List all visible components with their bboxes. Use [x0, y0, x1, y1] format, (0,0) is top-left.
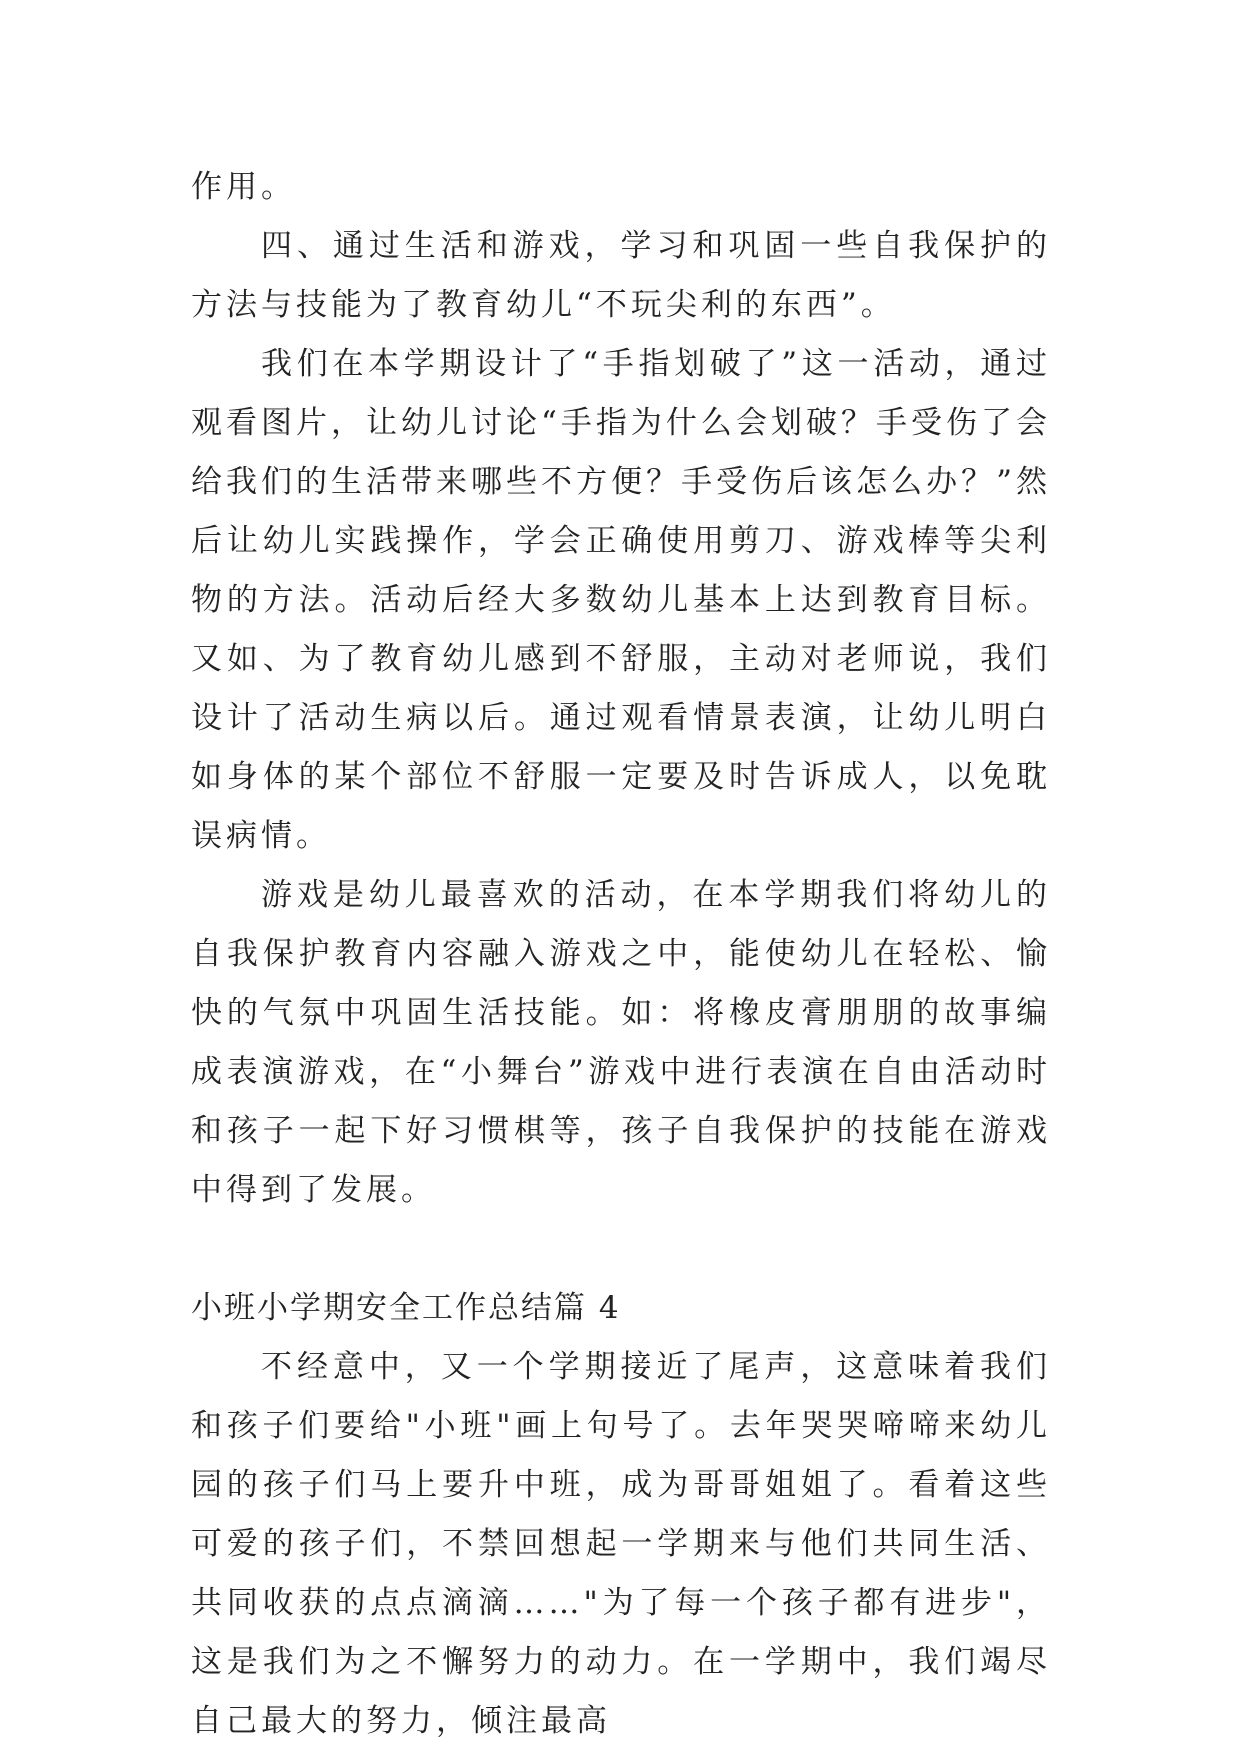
- paragraph-continuation: 作用。: [191, 169, 296, 205]
- paragraph-semester-end: 不经意中，又一个学期接近了尾声，这意味着我们和孩子们要给"小班"画上句号了。去年哭哭啼啼来幼儿园的孩子们马上要升中班，成为哥哥姐姐了。看着这些可爱的孩子们，不禁回想起一学期来与他们共同生活、共同收获的点点滴滴……"为了每一个孩子都有进步"，这是我们为之不懈努力的动力。在一学期中，我们竭尽自己最大的努力，倾注最高: [191, 1349, 1051, 1739]
- paragraph-section-four: 四、通过生活和游戏，学习和巩固一些自我保护的方法与技能为了教育幼儿“不玩尖利的东西”。: [191, 228, 1051, 323]
- paragraph-finger-activity: 我们在本学期设计了“手指划破了”这一活动，通过观看图片，让幼儿讨论“手指为什么会划破？手受伤了会给我们的生活带来哪些不方便？手受伤后该怎么办？”然后让幼儿实践操作，学会正确使用剪刀、游戏棒等尖利物的方法。活动后经大多数幼儿基本上达到教育目标。又如、为了教育幼儿感到不舒服，主动对老师说，我们设计了活动生病以后。通过观看情景表演，让幼儿明白如身体的某个部位不舒服一定要及时告诉成人，以免耽误病情。: [191, 346, 1051, 854]
- document-body: [191, 158, 1051, 1751]
- section-heading: 小班小学期安全工作总结篇 4: [191, 1290, 621, 1326]
- paragraph-games: 游戏是幼儿最喜欢的活动，在本学期我们将幼儿的自我保护教育内容融入游戏之中，能使幼儿在轻松、愉快的气氛中巩固生活技能。如：将橡皮膏朋朋的故事编成表演游戏，在“小舞台”游戏中进行表演在自由活动时和孩子一起下好习惯棋等，孩子自我保护的技能在游戏中得到了发展。: [191, 877, 1051, 1208]
